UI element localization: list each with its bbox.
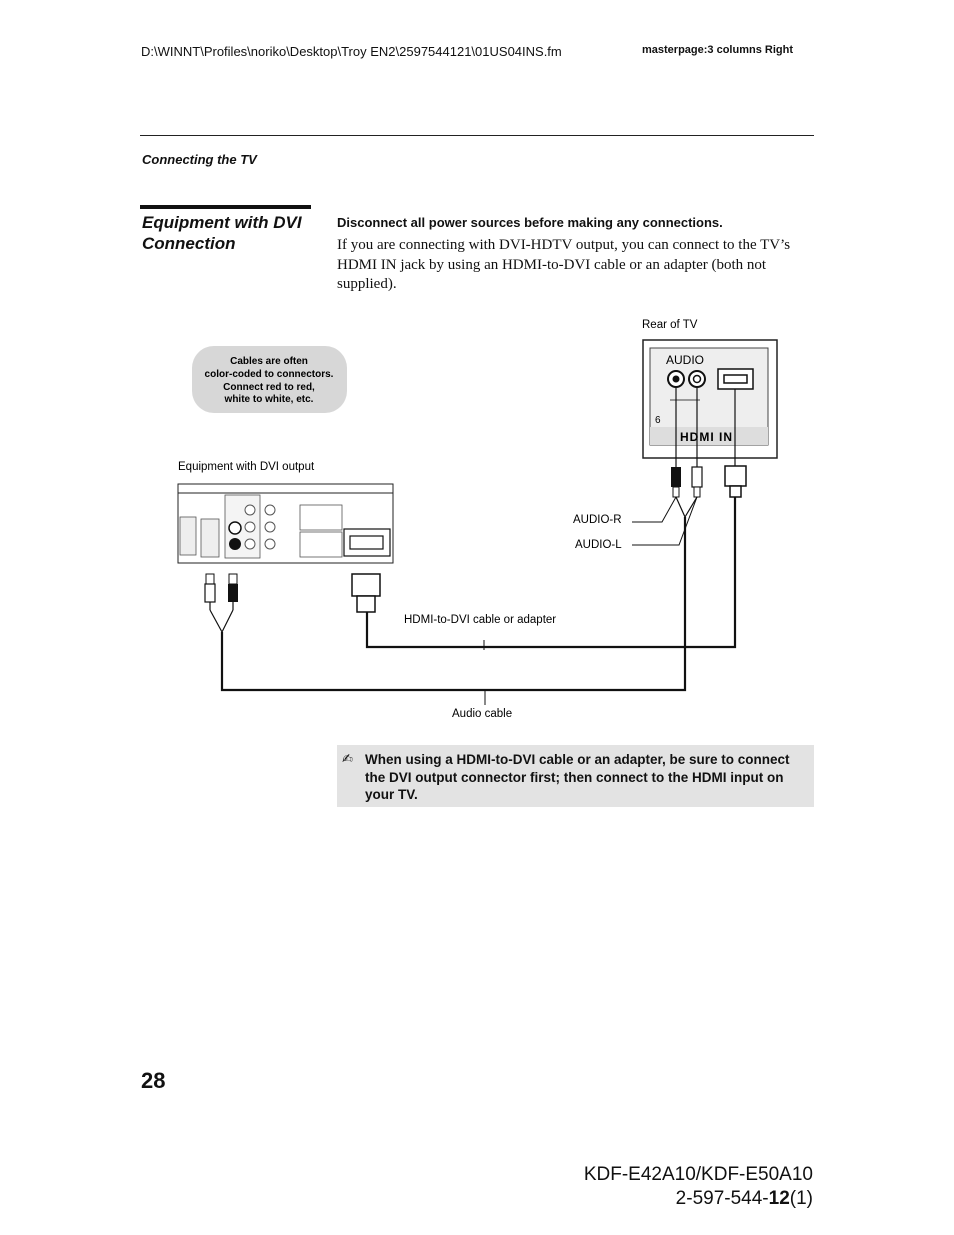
part-code-bold: 12: [768, 1188, 790, 1209]
section-title: Connecting the TV: [142, 152, 257, 167]
part-code-prefix: 2-597-544-: [675, 1188, 769, 1209]
audio-r-jack: [668, 371, 684, 387]
bubble-line-2: color-coded to connectors.: [204, 369, 334, 380]
audio-r-leader: [632, 497, 676, 522]
hdmi-port: [718, 369, 753, 389]
audio-cable-split-left: [210, 610, 233, 632]
note-text: When using a HDMI-to-DVI cable or an adapter, be sure to connect the DVI output connector first; then connect to the HDMI input on your TV.: [365, 752, 790, 802]
bubble-line-1: Cables are often: [230, 356, 308, 367]
pencil-note-icon: ✍: [342, 751, 353, 766]
part-code-suffix: (1): [789, 1188, 813, 1209]
jack-number: 6: [655, 415, 661, 426]
audio-l-jack: [689, 371, 705, 387]
rear-of-tv-label: Rear of TV: [642, 319, 698, 331]
page-heading: Equipment with DVI Connection: [142, 213, 302, 253]
connection-diagram: [170, 310, 790, 730]
bubble-line-3: Connect red to red,: [223, 382, 315, 393]
equipment-label: Equipment with DVI output: [178, 461, 315, 473]
masterpage-label: masterpage:3 columns Right: [642, 44, 793, 56]
tv-rear-panel: [643, 340, 777, 458]
audio-l-leader: [632, 497, 697, 545]
header-rule: [140, 135, 814, 136]
equipment-dvi-plug: [352, 574, 380, 612]
audio-cable-split-right: [676, 497, 697, 517]
audio-r-label: AUDIO-R: [573, 514, 622, 526]
audio-l-label: AUDIO-L: [575, 539, 622, 551]
page-number: 28: [141, 1068, 166, 1093]
equipment-audio-plugs: [205, 574, 238, 610]
hdmi-in-logo: HDMI IN: [680, 430, 733, 444]
bubble-line-4: white to white, etc.: [224, 394, 314, 405]
heading-bar: [140, 205, 311, 209]
footer-model: [500, 1163, 813, 1211]
dvi-equipment: [178, 484, 393, 563]
hdmi-cable-label: HDMI-to-DVI cable or adapter: [404, 614, 557, 626]
file-path: D:\WINNT\Profiles\noriko\Desktop\Troy EN2\2597544121\01US04INS.fm: [141, 44, 562, 59]
audio-label: AUDIO: [666, 353, 705, 367]
audio-cable-label: Audio cable: [452, 708, 513, 720]
model-numbers: KDF-E42A10/KDF-E50A10: [583, 1164, 813, 1185]
body-paragraph: If you are connecting with DVI-HDTV output, you can connect to the TV’s HDMI IN jack by using an HDMI-to-DVI cable or an adapter (both not supplied).: [337, 237, 791, 292]
warning-text: Disconnect all power sources before making any connections.: [337, 215, 723, 230]
part-code: [500, 1187, 813, 1211]
